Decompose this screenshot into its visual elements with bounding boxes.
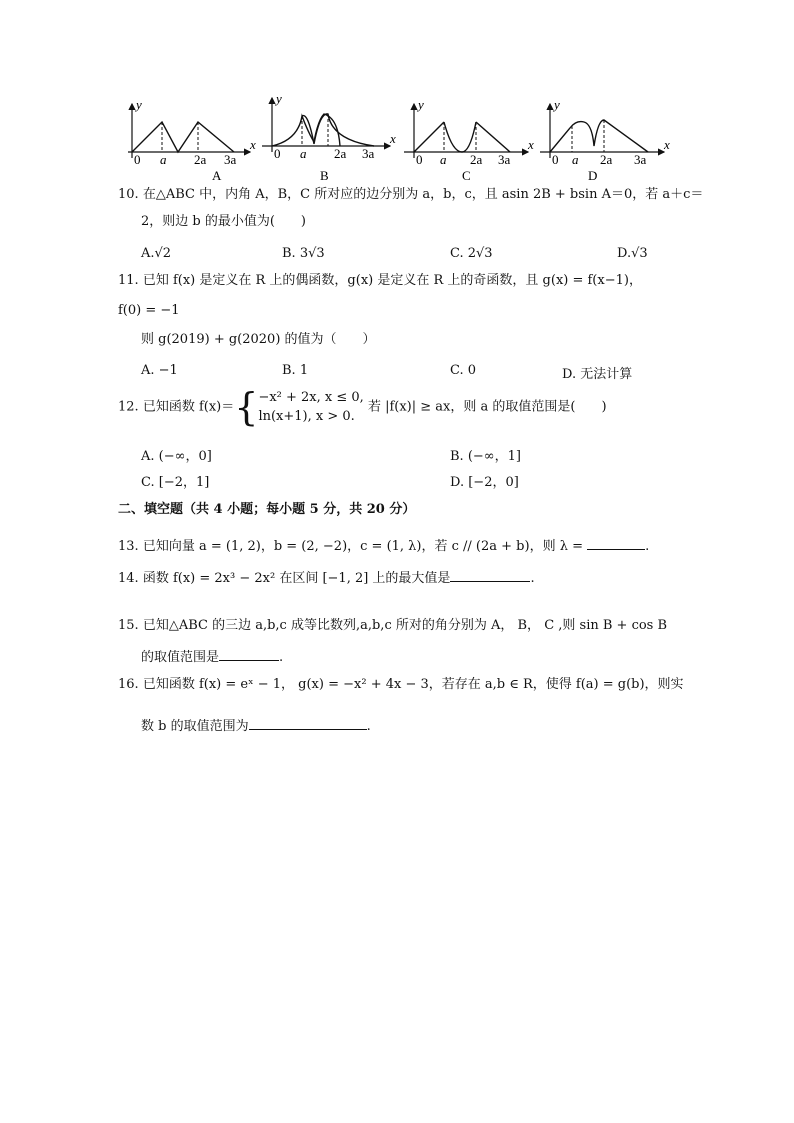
graph-c-tick-2a: 2a bbox=[470, 152, 483, 167]
graph-d-tick-0: 0 bbox=[552, 152, 559, 167]
question-10-number: 10. bbox=[118, 187, 139, 202]
question-11-line2: f(0) = −1 bbox=[118, 303, 180, 318]
question-11-number: 11. bbox=[118, 273, 139, 288]
question-10-option-b: B. 3√3 bbox=[282, 246, 325, 261]
question-16-line2: 数 b 的取值范围为 bbox=[141, 719, 249, 734]
question-13-answer-blank[interactable] bbox=[587, 537, 645, 550]
graph-a-tick-a: a bbox=[160, 152, 167, 167]
question-13-number: 13. bbox=[118, 539, 139, 554]
question-10-option-c: C. 2√3 bbox=[450, 246, 493, 261]
graph-d-y-label: y bbox=[554, 97, 560, 112]
graph-c-tick-0: 0 bbox=[416, 152, 423, 167]
question-13-end: . bbox=[645, 539, 650, 554]
question-15-line1: 已知△ABC 的三边 a,b,c 成等比数列,a,b,c 所对的角分别为 A， B， C ,则 sin B + cos B bbox=[142, 618, 668, 633]
question-16-end: . bbox=[366, 719, 371, 734]
graph-b-tick-2a: 2a bbox=[334, 146, 347, 161]
answer-graphs bbox=[118, 96, 678, 186]
question-16-line2-wrap bbox=[141, 717, 371, 736]
graph-d-caption: D bbox=[588, 168, 598, 183]
question-11-line1: 已知 f(x) 是定义在 R 上的偶函数，g(x) 是定义在 R 上的奇函数，且 g(x) = f(x−1)， bbox=[142, 273, 642, 288]
question-15-line2-wrap bbox=[141, 648, 283, 667]
question-14-text: 函数 f(x) = 2x³ − 2x² 在区间 [−1, 2] 上的最大值是 bbox=[142, 571, 451, 586]
graph-d-tick-2a: 2a bbox=[600, 152, 613, 167]
question-16-answer-blank[interactable] bbox=[249, 717, 367, 730]
question-12-number: 12. bbox=[118, 399, 139, 415]
graph-c bbox=[404, 97, 534, 183]
question-11-option-b: B. 1 bbox=[282, 363, 309, 378]
question-15 bbox=[118, 617, 667, 635]
graph-d bbox=[540, 97, 670, 183]
graph-a-caption: A bbox=[212, 168, 222, 183]
question-15-line2: 的取值范围是 bbox=[141, 650, 220, 665]
question-10-line2: 2，则边 b 的最小值为( ) bbox=[141, 214, 307, 229]
graph-b-tick-3a: 3a bbox=[362, 146, 375, 161]
question-10-line1: 在△ABC 中，内角 A，B，C 所对应的边分别为 a，b，c，且 asin 2B + bsin A＝0，若 a＋c＝ bbox=[142, 187, 704, 202]
question-12-case2: ln(x+1), x > 0. bbox=[258, 409, 355, 424]
graph-b-caption: B bbox=[320, 168, 329, 183]
graph-a-tick-3a: 3a bbox=[224, 152, 237, 167]
graph-b-tick-a: a bbox=[300, 146, 307, 161]
question-14-end: . bbox=[530, 571, 535, 586]
graph-a-x-label: x bbox=[250, 137, 256, 152]
graph-b-tick-0: 0 bbox=[274, 146, 281, 161]
question-16-line1: 已知函数 f(x) = eˣ − 1， g(x) = −x² + 4x − 3，若存在 a,b ∈ R，使得 f(a) = g(b)，则实 bbox=[142, 677, 684, 692]
question-14-number: 14. bbox=[118, 571, 139, 586]
question-12 bbox=[118, 385, 607, 429]
question-13-text: 已知向量 a = (1, 2)，b = (2, −2)，c = (1, λ)，若 c // (2a + b)，则 λ = bbox=[142, 539, 588, 554]
question-11-option-c: C. 0 bbox=[450, 363, 477, 378]
question-15-answer-blank[interactable] bbox=[219, 648, 279, 661]
question-12-option-b: B. (−∞，1] bbox=[450, 449, 521, 464]
question-10 bbox=[118, 186, 703, 204]
question-14 bbox=[118, 569, 535, 588]
graph-c-tick-3a: 3a bbox=[498, 152, 511, 167]
question-12-brace: { bbox=[234, 385, 259, 429]
graph-d-x-label: x bbox=[664, 137, 670, 152]
question-12-cases bbox=[258, 388, 363, 426]
question-12-option-d: D. [−2，0] bbox=[450, 475, 519, 490]
question-12-prefix: 已知函数 f(x)＝ bbox=[142, 399, 235, 415]
question-14-answer-blank[interactable] bbox=[450, 569, 530, 582]
question-11-line3: 则 g(2019) + g(2020) 的值为（ ） bbox=[141, 332, 376, 347]
question-12-option-a: A. (−∞，0] bbox=[141, 449, 212, 464]
question-11-option-a: A. −1 bbox=[141, 363, 178, 378]
question-12-option-c: C. [−2，1] bbox=[141, 475, 210, 490]
graph-a bbox=[128, 97, 256, 183]
graph-c-tick-a: a bbox=[440, 152, 447, 167]
question-16-number: 16. bbox=[118, 677, 139, 692]
graph-a-tick-2a: 2a bbox=[194, 152, 207, 167]
question-15-end: . bbox=[279, 650, 284, 665]
graph-d-tick-a: a bbox=[572, 152, 579, 167]
question-11-option-d: D. 无法计算 bbox=[562, 367, 633, 382]
question-12-suffix: 若 |f(x)| ≥ ax，则 a 的取值范围是( ) bbox=[367, 399, 607, 415]
graph-c-x-label: x bbox=[528, 137, 534, 152]
graph-a-y-label: y bbox=[136, 97, 142, 112]
question-13 bbox=[118, 537, 649, 556]
graph-b-y-label: y bbox=[276, 96, 282, 106]
question-10-option-a: A.√2 bbox=[141, 246, 172, 261]
graph-c-y-label: y bbox=[418, 97, 424, 112]
question-10-option-d: D.√3 bbox=[617, 246, 648, 261]
graph-d-tick-3a: 3a bbox=[634, 152, 647, 167]
graph-b bbox=[262, 96, 396, 183]
question-15-number: 15. bbox=[118, 618, 139, 633]
graph-b-x-label: x bbox=[390, 131, 396, 146]
graph-a-tick-0: 0 bbox=[134, 152, 141, 167]
question-11 bbox=[118, 272, 642, 290]
graph-c-caption: C bbox=[462, 168, 471, 183]
question-12-case1: −x² + 2x, x ≤ 0, bbox=[258, 390, 364, 405]
section-2-heading: 二、填空题（共 4 小题；每小题 5 分，共 20 分） bbox=[118, 502, 416, 517]
question-16 bbox=[118, 676, 684, 694]
